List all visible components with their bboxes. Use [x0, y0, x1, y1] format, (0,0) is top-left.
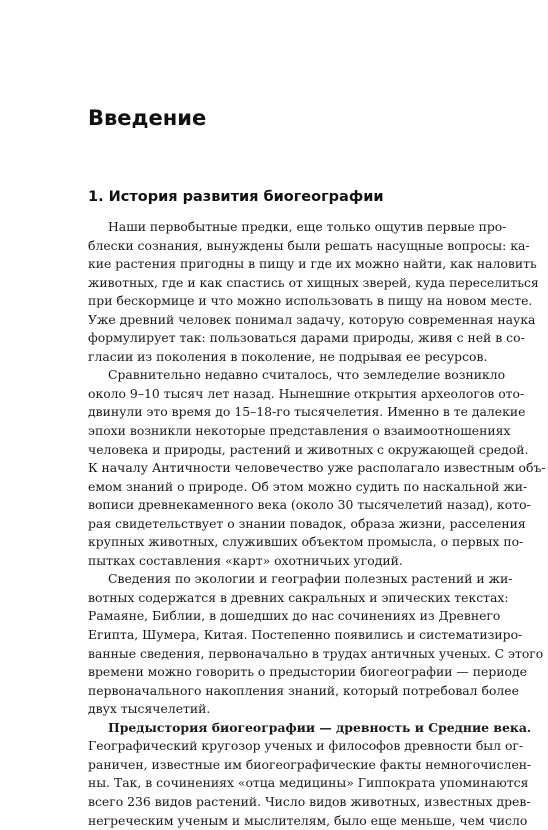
- chapter-title: Введение: [88, 106, 206, 130]
- text-line: при бескормице и что можно использовать в пищу на новом месте.: [88, 292, 486, 311]
- text-line: Сравнительно недавно считалось, что земледелие возникло: [88, 366, 486, 385]
- text-line: блески сознания, вынуждены были решать насущные вопросы: ка-: [88, 237, 486, 256]
- text-line: ванные сведения, первоначально в трудах античных ученых. С этого: [88, 645, 486, 664]
- text-line: эпохи возникли некоторые представления о взаимоотношениях: [88, 422, 486, 441]
- text-line: Наши первобытные предки, еще только ощутив первые про-: [88, 218, 486, 237]
- section-title: 1. История развития биогеографии: [88, 189, 384, 205]
- text-line: гласии из поколения в поколение, не подрывая ее ресурсов.: [88, 348, 486, 367]
- text-line: рая свидетельствует о знании повадок, образа жизни, расселения: [88, 515, 486, 534]
- paragraph: [88, 719, 486, 830]
- text-line: крупных животных, служивших объектом промысла, о первых по-: [88, 533, 486, 552]
- paragraph-heading: Предыстория биогеографии — древность и Средние века.: [88, 719, 486, 738]
- text-line: около 9–10 тысяч лет назад. Нынешние открытия археологов ото-: [88, 385, 486, 404]
- text-line: Рамаяне, Библии, в дошедших до нас сочинениях из Древнего: [88, 607, 486, 626]
- text-line: всего 236 видов растений. Число видов животных, известных древ-: [88, 793, 486, 812]
- text-line: Уже древний человек понимал задачу, которую современная наука: [88, 311, 486, 330]
- text-line: первоначального накопления знаний, который потребовал более: [88, 682, 486, 701]
- text-line: ны. Так, в сочинениях «отца медицины» Гиппократа упоминаются: [88, 774, 486, 793]
- text-line: вотных содержатся в древних сакральных и эпических текстах:: [88, 589, 486, 608]
- text-line: кие растения пригодны в пищу и где их можно найти, как наловить: [88, 255, 486, 274]
- text-line: негреческим ученым и мыслителям, было еще меньше, чем число: [88, 812, 486, 830]
- text-line: вописи древнекаменного века (около 30 тысячелетий назад), кото-: [88, 496, 486, 515]
- paragraph: [88, 218, 486, 366]
- text-line: Сведения по экологии и географии полезных растений и жи-: [88, 570, 486, 589]
- text-line: Египта, Шумера, Китая. Постепенно появились и систематизиро-: [88, 626, 486, 645]
- text-line: емом знаний о природе. Об этом можно судить по наскальной жи-: [88, 478, 486, 497]
- text-line: раничен, известные им биогеографические факты немногочислен-: [88, 756, 486, 775]
- text-line: пытках составления «карт» охотничьих угодий.: [88, 552, 486, 571]
- text-line: человека и природы, растений и животных с окружающей средой.: [88, 441, 486, 460]
- text-line: К началу Античности человечество уже располагало известным объ-: [88, 459, 486, 478]
- text-line: животных, где и как спастись от хищных зверей, куда переселиться: [88, 274, 486, 293]
- paragraph: [88, 570, 486, 718]
- text-line: формулирует так: пользоваться дарами природы, живя с ней в со-: [88, 329, 486, 348]
- text-line: времени можно говорить о предыстории биогеографии — периоде: [88, 663, 486, 682]
- text-line: Географический кругозор ученых и философов древности был ог-: [88, 737, 486, 756]
- text-line: двинули это время до 15–18-го тысячелетия. Именно в те далекие: [88, 403, 486, 422]
- paragraph: [88, 366, 486, 570]
- body-text: [88, 218, 486, 830]
- text-line: двух тысячелетий.: [88, 700, 486, 719]
